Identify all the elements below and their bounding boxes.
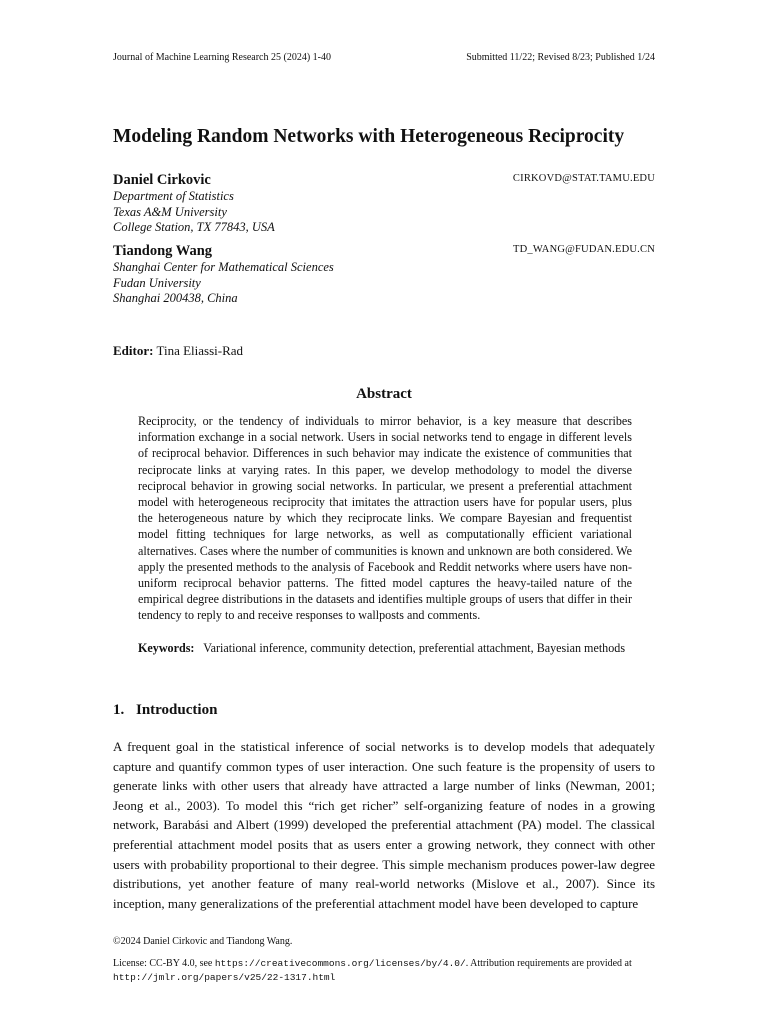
keywords-label: Keywords: [138, 641, 195, 655]
author-affiliation-line: Department of Statistics [113, 189, 234, 203]
license-mid: . Attribution requirements are provided at [465, 958, 632, 969]
section-number: 1. [113, 702, 125, 718]
editor-name: Tina Eliassi-Rad [156, 343, 244, 358]
author-affiliation-line: Shanghai 200438, China [113, 291, 238, 305]
copyright-notice: ©2024 Daniel Cirkovic and Tiandong Wang. [113, 936, 293, 947]
running-header [113, 52, 655, 66]
author-name: Daniel Cirkovic [113, 172, 211, 188]
footer-notes [113, 935, 655, 985]
author-block [113, 171, 655, 236]
author-affiliation-line: Texas A&M University [113, 204, 227, 219]
keywords-text: Variational inference, community detection, preferential attachment, Bayesian methods [203, 641, 626, 655]
license-prefix: License: CC-BY 4.0, see [113, 958, 215, 969]
abstract-heading: Abstract [356, 386, 412, 402]
license-notice [113, 957, 655, 985]
journal-info: Journal of Machine Learning Research 25 (2024) 1-40 [113, 52, 331, 63]
author-affiliation-line: Fudan University [113, 275, 201, 290]
paper-link[interactable]: http://jmlr.org/papers/v25/22-1317.html [113, 972, 336, 983]
section-title: Introduction [136, 702, 218, 718]
author-email: CIRKOVD@STAT.TAMU.EDU [512, 173, 655, 184]
introduction-text: A frequent goal in the statistical inference of social networks is to develop models that adequately capture and quantify common types of user interaction. One such feature is the propensity of users to generate links with other users that already have attracted a large number of links (Newman, 2001; Jeong et al., 2003). To model this “rich get richer” self-organizing feature of nodes in a growing network, Barabási and Albert (1999) developed the preferential attachment (PA) model. The classical preferential attachment model posits that as users enter a growing network, they connect with other users with probability proportional to their degree. This simple mechanism produces power-law degree distributions, yet another feature of many real-world networks (Mislove et al., 2007). Since its inception, many generalizations of the preferential attachment model have been developed to capture [113, 739, 655, 911]
author-affiliation-line: College Station, TX 77843, USA [113, 220, 275, 234]
author-name: Tiandong Wang [113, 243, 213, 259]
submission-dates: Submitted 11/22; Revised 8/23; Published 1/24 [466, 52, 655, 63]
keywords-line [138, 640, 632, 656]
author-affiliation-line: Shanghai Center for Mathematical Sciences [113, 260, 334, 274]
license-link[interactable]: https://creativecommons.org/licenses/by/4.0/ [214, 958, 466, 969]
abstract-text: Reciprocity, or the tendency of individuals to mirror behavior, is a key measure that describes information exchange in a social network. Users in social networks tend to engage in different levels of reciprocal behavior. Differences in such behavior may indicate the existence of communities that reciprocate links at varying rates. In this paper, we develop methodology to model the diverse reciprocal behavior in growing social networks. In particular, we present a preferential attachment model with heterogeneous reciprocity that imitates the attraction users have for popular users, plus the heterogeneous nature by which they reciprocate links. We compare Bayesian and frequentist model fitting techniques for large networks, as well as computationally efficient variational alternatives. Cases where the number of communities is known and unknown are both considered. We apply the presented methods to the analysis of Facebook and Reddit networks where users have non-uniform reciprocal behavior patterns. The fitted model captures the heavy-tailed nature of the empirical degree distributions in the datasets and identifies multiple groups of users that differ in their tendency to reply to and receive responses to wallposts and comments. [138, 414, 632, 623]
section-heading [113, 702, 217, 719]
paper-title: Modeling Random Networks with Heterogeneous Reciprocity [113, 126, 625, 147]
editor-line [113, 343, 243, 359]
author-block [113, 242, 655, 307]
editor-label: Editor: [113, 343, 154, 358]
author-email: TD_WANG@FUDAN.EDU.CN [513, 244, 655, 255]
